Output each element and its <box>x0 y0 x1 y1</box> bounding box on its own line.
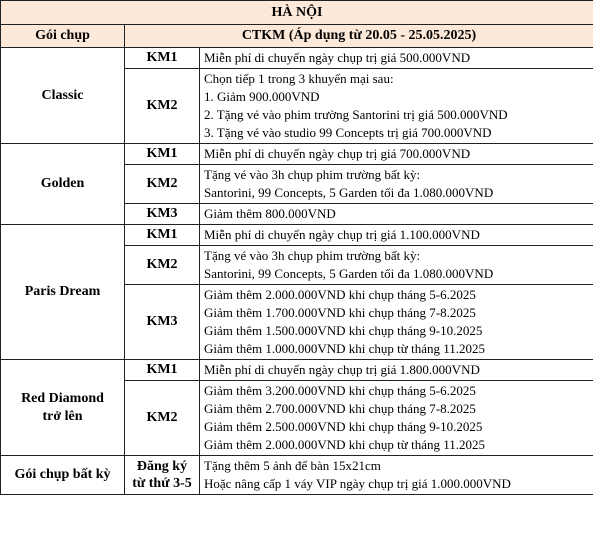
promo-description <box>200 69 593 144</box>
promo-description <box>200 204 593 225</box>
promo-code: KM1 <box>125 360 200 381</box>
header-package: Gói chụp <box>1 25 125 48</box>
promo-code-line: từ thứ 3-5 <box>132 476 192 491</box>
promo-line: Giảm thêm 2.500.000VND khi chụp tháng 9-10.2025 <box>204 419 483 434</box>
promo-description <box>200 456 593 495</box>
promo-line: Giảm thêm 1.700.000VND khi chụp tháng 7-8.2025 <box>204 305 476 320</box>
promo-description <box>200 285 593 360</box>
table-row <box>1 360 593 381</box>
promo-description <box>200 144 593 165</box>
promo-line: Giảm thêm 3.200.000VND khi chụp tháng 5-6.2025 <box>204 383 476 398</box>
promo-code: KM1 <box>125 144 200 165</box>
promo-line: Giảm thêm 1.500.000VND khi chụp tháng 9-10.2025 <box>204 323 483 338</box>
package-name: Gói chụp bất kỳ <box>1 456 125 495</box>
promo-line: Chọn tiếp 1 trong 3 khuyến mại sau: <box>204 71 394 86</box>
header-promo: CTKM (Áp dụng từ 20.05 - 25.05.2025) <box>125 25 593 48</box>
promo-line: Hoặc nâng cấp 1 váy VIP ngày chụp trị giá 1.000.000VND <box>204 476 511 491</box>
promo-line: Miễn phí di chuyển ngày chụp trị giá 700.000VND <box>204 146 471 161</box>
promo-code: KM3 <box>125 204 200 225</box>
promo-code: KM1 <box>125 225 200 246</box>
package-name: Classic <box>1 48 125 144</box>
promo-line: Giảm thêm 2.700.000VND khi chụp tháng 7-8.2025 <box>204 401 476 416</box>
promo-description <box>200 360 593 381</box>
promo-line: 2. Tặng vé vào phim trường Santorini trị giá 500.000VND <box>204 107 508 122</box>
promo-line: Giảm thêm 1.000.000VND khi chụp từ tháng 11.2025 <box>204 341 485 356</box>
table-row <box>1 48 593 69</box>
promo-line: Miễn phí di chuyển ngày chụp trị giá 500.000VND <box>204 50 471 65</box>
package-name-line: trở lên <box>42 408 83 424</box>
promo-code: KM2 <box>125 246 200 285</box>
promo-line: Giảm thêm 800.000VND <box>204 206 336 221</box>
promo-line: 1. Giảm 900.000VND <box>204 89 320 104</box>
promo-line: Santorini, 99 Concepts, 5 Garden tối đa 1.080.000VND <box>204 266 494 281</box>
table-row <box>1 456 593 495</box>
promo-line: Giảm thêm 2.000.000VND khi chụp từ tháng 11.2025 <box>204 437 485 452</box>
promo-code: KM2 <box>125 69 200 144</box>
promo-line: Santorini, 99 Concepts, 5 Garden tối đa 1.080.000VND <box>204 185 494 200</box>
header-row <box>1 25 593 48</box>
promo-code: KM3 <box>125 285 200 360</box>
promo-line: 3. Tặng vé vào studio 99 Concepts trị giá 700.000VND <box>204 125 492 140</box>
promo-line: Tặng thêm 5 ảnh để bàn 15x21cm <box>204 458 381 473</box>
promo-line: Miễn phí di chuyển ngày chụp trị giá 1.100.000VND <box>204 227 480 242</box>
promo-code <box>125 456 200 495</box>
package-name: Golden <box>1 144 125 225</box>
table-row <box>1 144 593 165</box>
table-title: HÀ NỘI <box>1 1 593 25</box>
promo-code: KM2 <box>125 381 200 456</box>
promo-line: Miễn phí di chuyển ngày chụp trị giá 1.800.000VND <box>204 362 480 377</box>
promo-description <box>200 165 593 204</box>
promo-description <box>200 48 593 69</box>
package-name-line: Red Diamond <box>21 390 104 406</box>
promo-code: KM2 <box>125 165 200 204</box>
promo-code-line: Đăng ký <box>136 459 188 474</box>
promo-description <box>200 381 593 456</box>
promo-description <box>200 225 593 246</box>
promo-description <box>200 246 593 285</box>
package-name: Paris Dream <box>1 225 125 360</box>
promo-line: Giảm thêm 2.000.000VND khi chụp tháng 5-6.2025 <box>204 287 476 302</box>
table-row <box>1 225 593 246</box>
promo-line: Tặng vé vào 3h chụp phim trường bất kỳ: <box>204 167 421 182</box>
promo-line: Tặng vé vào 3h chụp phim trường bất kỳ: <box>204 248 421 263</box>
package-name <box>1 360 125 456</box>
title-row <box>1 1 593 25</box>
promo-code: KM1 <box>125 48 200 69</box>
